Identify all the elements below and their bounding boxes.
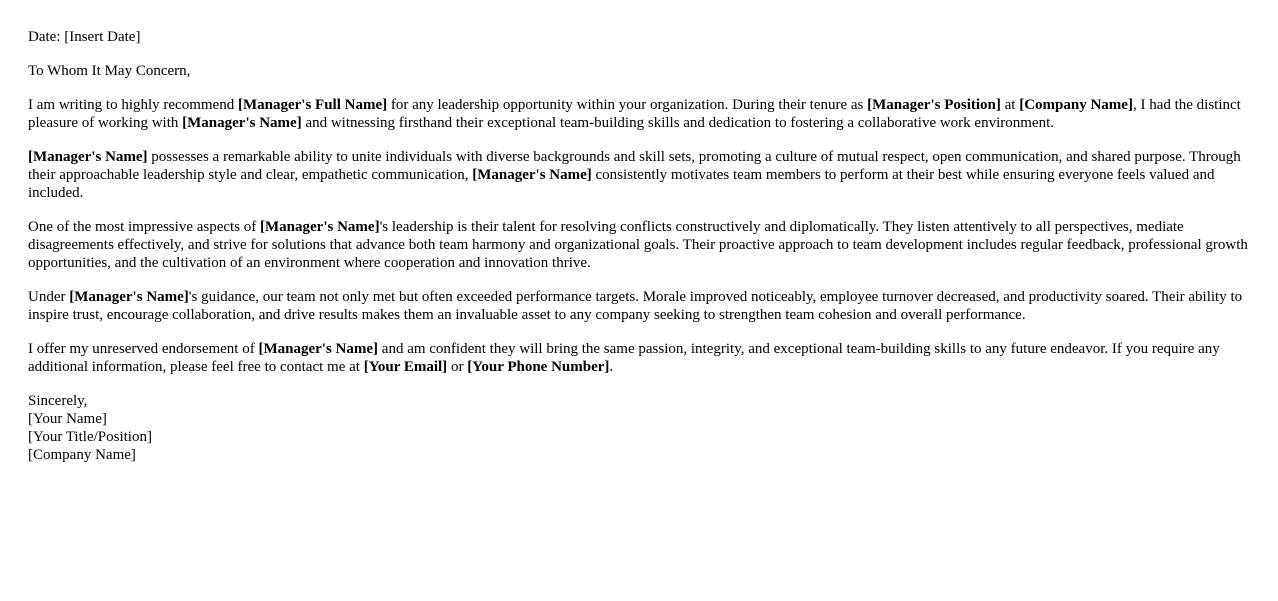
- paragraph-text: and am confident they will bring the same passion, integrity, and exceptional team-building skills to any future endeavor. If you require any additional information, please feel free to contact me at: [28, 341, 1220, 375]
- paragraph-text: at: [1000, 97, 1020, 113]
- placeholder-field: [Manager's Name]: [28, 149, 148, 165]
- placeholder-field: [Manager's Name]: [69, 289, 189, 305]
- paragraph-text: 's leadership is their talent for resolving conflicts constructively and diplomatically. They listen attentively to all perspectives, mediate disagreements effectively, and strive for solutions that advance both team harmony and organizational goals. Their proactive approach to team development includes regular feedback, professional growth opportunities, and the cultivation of an environment where cooperation and innovation thrive.: [28, 219, 1248, 271]
- valediction: Sincerely,: [28, 393, 88, 409]
- paragraph-text: for any leadership opportunity within your organization. During their tenure as: [387, 97, 868, 113]
- signer-title: [Your Title/Position]: [28, 429, 152, 445]
- placeholder-field: [Manager's Full Name]: [237, 97, 388, 113]
- paragraph-text: consistently motivates team members to perform at their best while ensuring everyone feels valued and included.: [28, 167, 1215, 201]
- paragraph-text: and witnessing firsthand their exceptional team-building skills and dedication to fostering a collaborative work environment.: [301, 115, 1054, 131]
- paragraph-text: 's guidance, our team not only met but often exceeded performance targets. Morale improved noticeably, employee turnover decreased, and productivity soared. Their ability to inspire trust, encourage collaboration, and drive results makes them an invaluable asset to any company seeking to strengthen team cohesion and overall performance.: [28, 289, 1243, 323]
- placeholder-field: [Manager's Position]: [867, 97, 1001, 113]
- salutation: To Whom It May Concern,: [28, 63, 191, 79]
- paragraph-text: , I had the distinct pleasure of working with: [28, 97, 1241, 131]
- placeholder-field: [Your Email]: [363, 359, 448, 375]
- body-paragraph: [28, 148, 1250, 202]
- letter: [28, 28, 1250, 464]
- paragraph-text: possesses a remarkable ability to unite individuals with diverse backgrounds and skill sets, promoting a culture of mutual respect, open communication, and shared purpose. Through their approachable leadership style and clear, empathetic communication,: [28, 149, 1241, 183]
- signer-name: [Your Name]: [28, 411, 107, 427]
- placeholder-field: [Manager's Name]: [260, 219, 380, 235]
- paragraph-text: I am writing to highly recommend: [28, 97, 238, 113]
- paragraph-text: .: [609, 359, 614, 375]
- date-line: Date: [Insert Date]: [28, 29, 141, 45]
- body-paragraph: [28, 288, 1250, 324]
- body-paragraph: [28, 96, 1250, 132]
- signature-block: [28, 392, 1250, 464]
- placeholder-field: [Your Phone Number]: [467, 359, 610, 375]
- placeholder-field: [Manager's Name]: [182, 115, 302, 131]
- paragraph-text: I offer my unreserved endorsement of: [28, 341, 259, 357]
- signer-company: [Company Name]: [28, 447, 136, 463]
- placeholder-field: [Manager's Name]: [472, 167, 592, 183]
- placeholder-field: [Manager's Name]: [258, 341, 379, 357]
- body-paragraph: [28, 340, 1250, 376]
- paragraph-text: Under: [28, 289, 70, 305]
- body-paragraph: [28, 218, 1250, 272]
- placeholder-field: [Company Name]: [1019, 97, 1133, 113]
- paragraph-text: One of the most impressive aspects of: [28, 219, 261, 235]
- letter-body: [28, 96, 1250, 376]
- paragraph-text: or: [447, 359, 468, 375]
